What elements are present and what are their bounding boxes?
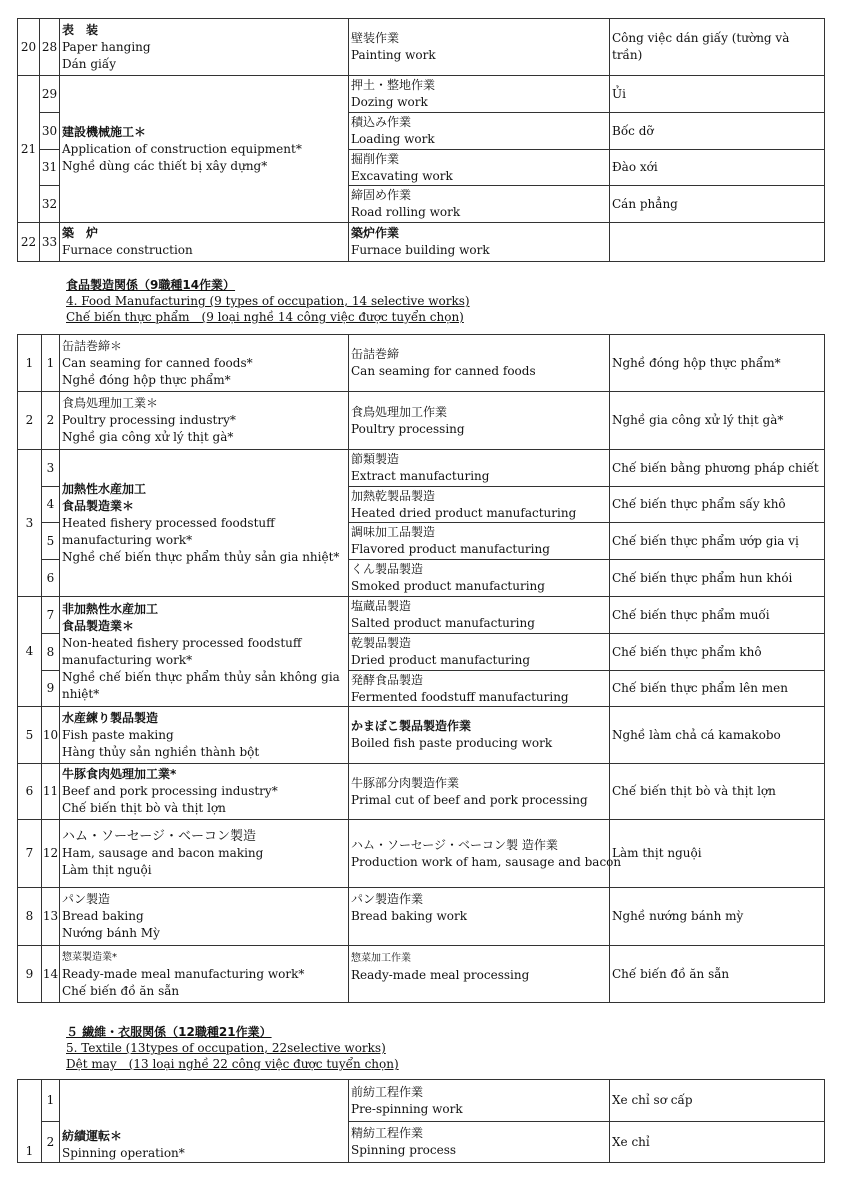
table-row (18, 19, 825, 76)
work-vi: Chế biến bằng phương pháp chiết (610, 450, 825, 487)
category-vi: Làm thịt nguội (62, 863, 152, 877)
construction-table (17, 18, 825, 262)
work-cell (349, 223, 610, 262)
work-en: Excavating work (351, 168, 453, 183)
group-number: 6 (18, 764, 42, 820)
work-en: Smoked product manufacturing (351, 579, 545, 593)
work-en: Pre-spinning work (351, 1101, 463, 1116)
category-cell (60, 888, 349, 946)
group-number: 9 (18, 946, 42, 1003)
work-cell (349, 1122, 610, 1163)
category-cell (60, 597, 349, 707)
work-jp: 築炉作業 (351, 226, 400, 240)
item-number: 1 (42, 1080, 60, 1122)
category-en: Application of construction equipment* (62, 141, 302, 156)
work-cell (349, 392, 610, 450)
work-cell (349, 76, 610, 113)
item-number: 1 (42, 335, 60, 392)
work-en: Can seaming for canned foods (351, 364, 536, 378)
work-vi: Chế biến thực phẩm sấy khô (610, 487, 825, 523)
table-row (18, 597, 825, 634)
category-en: Ready-made meal manufacturing work* (62, 966, 305, 981)
category-cell (60, 76, 349, 223)
category-cell (60, 946, 349, 1003)
work-cell (349, 186, 610, 223)
work-en: Spinning process (351, 1143, 457, 1158)
work-vi: Xe chỉ (610, 1122, 825, 1163)
category-cell (60, 707, 349, 764)
item-number: 9 (42, 671, 60, 707)
work-vi: Xe chỉ sơ cấp (610, 1080, 825, 1122)
work-jp: 積込み作業 (351, 115, 412, 129)
work-en: Furnace building work (351, 243, 490, 257)
category-vi: Nghề chế biến thực phẩm thủy sản không gia nhiệt* (62, 669, 340, 701)
work-vi (610, 223, 825, 262)
item-number: 13 (42, 888, 60, 946)
work-en: Road rolling work (351, 205, 461, 219)
group-number: 4 (18, 597, 42, 707)
work-vi: Chế biến đồ ăn sẵn (610, 946, 825, 1003)
work-en: Dozing work (351, 95, 428, 109)
group-number: 22 (18, 223, 40, 262)
work-cell (349, 764, 610, 820)
textile-table-clip (0, 1079, 848, 1160)
table-row (18, 223, 825, 262)
work-jp: 押土・整地作業 (351, 78, 436, 92)
work-vi: Bốc dỡ (610, 113, 825, 150)
work-jp: 節類製造 (351, 452, 400, 466)
category-en: Furnace construction (62, 243, 193, 257)
work-cell (349, 597, 610, 634)
work-jp: くん製品製造 (351, 562, 424, 576)
section-heading-textile (66, 1024, 399, 1072)
category-jp: 食鳥処理加工業＊ (62, 396, 159, 410)
category-jp: 築 炉 (62, 226, 99, 240)
item-number: 2 (42, 392, 60, 450)
work-en: Loading work (351, 132, 435, 146)
table-row (18, 946, 825, 1003)
category-cell (60, 335, 349, 392)
category-en: Paper hanging (62, 39, 151, 54)
work-en: Extract manufacturing (351, 469, 490, 483)
item-number: 11 (42, 764, 60, 820)
category-vi: Nghề gia công xử lý thịt gà* (62, 430, 234, 444)
category-vi: Chế biến đồ ăn sẵn (62, 983, 180, 998)
work-cell (349, 888, 610, 946)
work-vi: Ủi (610, 76, 825, 113)
category-en: Heated fishery processed foodstuff manufacturing work* (62, 515, 275, 547)
category-en: Can seaming for canned foods* (62, 355, 253, 370)
work-cell (349, 150, 610, 186)
section-title-jp: ５ 繊維・衣服関係（12職種21作業） (66, 1025, 272, 1039)
category-jp: 非加熱性水産加工 (62, 601, 159, 616)
category-en: Spinning operation* (62, 1146, 185, 1160)
item-number: 8 (42, 634, 60, 671)
work-cell (349, 335, 610, 392)
group-number: 1 (18, 1080, 42, 1163)
item-number: 5 (42, 523, 60, 560)
item-number: 3 (42, 450, 60, 487)
table-row (18, 1080, 825, 1122)
work-vi: Chế biến thực phẩm lên men (610, 671, 825, 707)
category-jp: ハム・ソーセージ・ベーコン製造 (62, 829, 256, 844)
work-jp: 乾製品製造 (351, 636, 412, 650)
section-title-vi: Dệt may (13 loại nghề 22 công việc được tuyển chọn) (66, 1057, 399, 1071)
category-en: Bread baking (62, 909, 144, 923)
category-jp: 水産練り製品製造 (62, 710, 159, 725)
work-cell (349, 820, 622, 888)
work-en: Painting work (351, 48, 436, 62)
group-number: 20 (18, 19, 40, 76)
category-en: Beef and pork processing industry* (62, 784, 278, 798)
work-jp: かまぼこ製品製造作業 (351, 719, 472, 733)
category-vi: Hàng thủy sản nghiền thành bột (62, 744, 260, 759)
item-number: 14 (42, 946, 60, 1003)
work-cell (349, 19, 610, 76)
work-en: Flavored product manufacturing (351, 542, 550, 556)
work-vi: Chế biến thực phẩm ướp gia vị (610, 523, 825, 560)
section-heading-food (66, 277, 470, 325)
work-cell (349, 707, 610, 764)
category-en: Fish paste making (62, 727, 174, 742)
work-jp: 加熱乾製品製造 (351, 488, 436, 503)
item-number: 31 (40, 150, 60, 186)
item-number: 4 (42, 487, 60, 523)
work-vi: Chế biến thực phẩm hun khói (610, 560, 825, 597)
group-number: 3 (18, 450, 42, 597)
table-row (18, 707, 825, 764)
group-number: 1 (18, 335, 42, 392)
category-en: Poultry processing industry* (62, 413, 236, 427)
work-cell (349, 523, 610, 560)
category-en: Non-heated fishery processed foodstuff manufacturing work* (62, 635, 302, 667)
category-cell (60, 392, 349, 450)
textile-table (17, 1079, 825, 1163)
work-vi: Nghề gia công xử lý thịt gà* (610, 392, 825, 450)
work-cell (349, 634, 610, 671)
work-jp: 惣菜加工作業 (351, 953, 411, 964)
table-row (18, 820, 825, 888)
work-en: Production work of ham, sausage and bacon (351, 854, 622, 869)
work-cell (349, 560, 610, 597)
category-vi: Nghề chế biến thực phẩm thủy sản gia nhiệt* (62, 549, 340, 564)
category-cell (60, 223, 349, 262)
group-number: 8 (18, 888, 42, 946)
work-vi: Nghề làm chả cá kamakobo (610, 707, 825, 764)
category-en: Ham, sausage and bacon making (62, 846, 264, 860)
food-table (17, 334, 825, 1003)
table-row (18, 76, 825, 113)
work-cell (349, 671, 610, 707)
work-jp: 食鳥処理加工作業 (351, 404, 448, 419)
category-jp: パン製造 (62, 892, 111, 906)
category-jp: 牛豚食肉処理加工業* (62, 767, 177, 781)
work-vi: Nghề nướng bánh mỳ (610, 888, 825, 946)
category-cell (60, 19, 349, 76)
category-cell (60, 764, 349, 820)
section-title-en: 4. Food Manufacturing (9 types of occupation, 14 selective works) (66, 294, 470, 308)
section-title-en: 5. Textile (13types of occupation, 22selective works) (66, 1041, 386, 1055)
work-cell (349, 113, 610, 150)
work-en: Poultry processing (351, 421, 465, 436)
work-vi: Cán phẳng (610, 186, 825, 223)
work-vi: Công việc dán giấy (tường và trần) (610, 19, 825, 76)
work-jp: 塩蔵品製造 (351, 599, 412, 613)
work-jp: 調味加工品製造 (351, 525, 436, 539)
category-jp: 惣菜製造業* (62, 951, 117, 963)
item-number: 2 (42, 1122, 60, 1163)
category-vi: Chế biến thịt bò và thịt lợn (62, 801, 226, 815)
work-jp: 缶詰巻締 (351, 347, 400, 361)
work-jp: 牛豚部分肉製造作業 (351, 775, 460, 790)
item-number: 12 (42, 820, 60, 888)
item-number: 29 (40, 76, 60, 113)
item-number: 7 (42, 597, 60, 634)
category-jp: 缶詰巻締＊ (62, 338, 123, 353)
category-jp: 建設機械施工＊ (62, 124, 147, 139)
item-number: 33 (40, 223, 60, 262)
item-number: 32 (40, 186, 60, 223)
item-number: 6 (42, 560, 60, 597)
category-jp: 表 装 (62, 22, 99, 37)
category-jp-2: 食品製造業＊ (62, 498, 135, 513)
table-row (18, 764, 825, 820)
group-number: 2 (18, 392, 42, 450)
category-vi: Nghề dùng các thiết bị xây dựng* (62, 158, 268, 173)
work-jp: 掘削作業 (351, 151, 400, 166)
table-row (18, 888, 825, 946)
work-en: Fermented foodstuff manufacturing (351, 689, 569, 704)
category-jp: 加熱性水産加工 (62, 481, 147, 496)
category-vi: Dán giấy (62, 56, 116, 71)
category-jp-2: 食品製造業＊ (62, 618, 135, 633)
work-jp: 発酵食品製造 (351, 672, 424, 687)
section-title-jp: 食品製造関係（9職種14作業） (66, 278, 236, 292)
work-en: Salted product manufacturing (351, 616, 535, 630)
section-title-vi: Chế biến thực phẩm (9 loại nghề 14 công việc được tuyển chọn) (66, 310, 464, 324)
group-number: 21 (18, 76, 40, 223)
category-jp: 紡績運転＊ (62, 1129, 123, 1143)
category-cell (60, 1080, 349, 1163)
group-number: 7 (18, 820, 42, 888)
work-en: Dried product manufacturing (351, 653, 531, 667)
work-cell (349, 487, 610, 523)
work-jp: 締固め作業 (351, 188, 412, 202)
table-row (18, 392, 825, 450)
work-en: Ready-made meal processing (351, 968, 530, 982)
work-jp: 前紡工程作業 (351, 1084, 424, 1099)
work-vi: Chế biến thực phẩm muối (610, 597, 825, 634)
work-vi: Đào xới (610, 150, 825, 186)
category-vi: Nướng bánh Mỳ (62, 926, 160, 940)
work-en: Heated dried product manufacturing (351, 505, 577, 520)
work-cell (349, 946, 610, 1003)
group-number: 5 (18, 707, 42, 764)
work-cell (349, 1080, 610, 1122)
category-vi: Nghề đóng hộp thực phẩm* (62, 372, 231, 387)
work-jp: 壁装作業 (351, 31, 400, 45)
work-vi: Nghề đóng hộp thực phẩm* (610, 335, 825, 392)
work-jp: パン製造作業 (351, 892, 424, 906)
work-jp: ハム・ソーセージ・ベーコン製 造作業 (351, 837, 558, 852)
work-cell (349, 450, 610, 487)
category-cell (60, 820, 349, 888)
category-cell (60, 450, 349, 597)
table-row (18, 335, 825, 392)
work-jp: 精紡工程作業 (351, 1126, 424, 1141)
work-vi: Chế biến thực phẩm khô (610, 634, 825, 671)
work-en: Boiled fish paste producing work (351, 736, 553, 750)
work-vi: Làm thịt nguội (610, 820, 825, 888)
work-en: Primal cut of beef and pork processing (351, 792, 588, 807)
work-vi: Chế biến thịt bò và thịt lợn (610, 764, 825, 820)
item-number: 28 (40, 19, 60, 76)
table-row (18, 450, 825, 487)
item-number: 10 (42, 707, 60, 764)
item-number: 30 (40, 113, 60, 150)
work-en: Bread baking work (351, 909, 467, 923)
